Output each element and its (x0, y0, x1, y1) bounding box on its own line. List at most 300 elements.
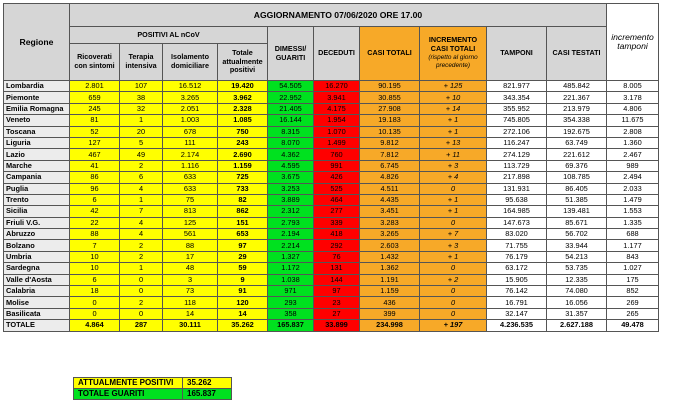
cell-regione: Valle d'Aosta (4, 274, 70, 285)
header-incremento-label: INCREMENTO CASI TOTALI (428, 35, 478, 53)
cell-incremento: + 3 (420, 160, 487, 171)
cell-terapia: 4 (120, 217, 163, 228)
header-incremento-note: (rispetto al giorno precedente) (428, 53, 478, 70)
cell-casi: 27.908 (360, 103, 420, 114)
cell-casi: 10.135 (360, 126, 420, 137)
cell-casi: 436 (360, 297, 420, 308)
table-row (4, 263, 659, 274)
cell-dimessi: 1.038 (268, 274, 314, 285)
cell-totale: 733 (218, 183, 268, 194)
cell-incremento: + 1 (420, 206, 487, 217)
cell-regione: Bolzano (4, 240, 70, 251)
cell-tamponi: 147.673 (487, 217, 547, 228)
cell-testati: 16.056 (547, 297, 607, 308)
cell-tamponi: 131.931 (487, 183, 547, 194)
cell-incremento: + 13 (420, 137, 487, 148)
cell-incremento: 0 (420, 286, 487, 297)
cell-tamponi: 274.129 (487, 149, 547, 160)
cell-regione: Friuli V.G. (4, 217, 70, 228)
cell-totale: 19.420 (218, 81, 268, 92)
cell-testati: 69.376 (547, 160, 607, 171)
cell-inc-tamponi: 265 (607, 308, 659, 319)
cell-dimessi: 4.595 (268, 160, 314, 171)
cell-isolamento: 111 (163, 137, 218, 148)
cell-totale: 97 (218, 240, 268, 251)
table-row (4, 206, 659, 217)
cell-isolamento: 125 (163, 217, 218, 228)
cell-deceduti: 23 (314, 297, 360, 308)
cell-isolamento: 2.051 (163, 103, 218, 114)
cell-testati: 53.735 (547, 263, 607, 274)
cell-inc-tamponi: 175 (607, 274, 659, 285)
cell-totale: 2.328 (218, 103, 268, 114)
header-incremento-tamponi-label: incremento tamponi (611, 32, 654, 51)
cell-ricoverati: 0 (70, 308, 120, 319)
cell-ricoverati: 41 (70, 160, 120, 171)
cell-isolamento: 118 (163, 297, 218, 308)
cell-incremento: + 1 (420, 115, 487, 126)
cell-terapia: 0 (120, 286, 163, 297)
cell-inc-tamponi: 688 (607, 229, 659, 240)
cell-terapia: 49 (120, 149, 163, 160)
cell-terapia: 32 (120, 103, 163, 114)
cell-regione: Puglia (4, 183, 70, 194)
cell-terapia: 1 (120, 194, 163, 205)
cell-dimessi: 8.315 (268, 126, 314, 137)
cell-testati: 139.481 (547, 206, 607, 217)
cell-incremento: + 11 (420, 149, 487, 160)
cell-deceduti: 27 (314, 308, 360, 319)
cell-testati: 213.979 (547, 103, 607, 114)
cell-regione: Piemonte (4, 92, 70, 103)
cell-incremento: 0 (420, 183, 487, 194)
cell-dimessi: 4.362 (268, 149, 314, 160)
cell-regione: Veneto (4, 115, 70, 126)
table-row (4, 149, 659, 160)
cell-dimessi: 8.070 (268, 137, 314, 148)
cell-tamponi: 355.952 (487, 103, 547, 114)
cell-tamponi: 15.905 (487, 274, 547, 285)
table-row (4, 137, 659, 148)
cell-totale: 14 (218, 308, 268, 319)
cell-casi: 3.283 (360, 217, 420, 228)
cell-dimessi: 21.405 (268, 103, 314, 114)
summary-body (74, 378, 232, 400)
cell-incremento: + 3 (420, 240, 487, 251)
cell-ricoverati: 10 (70, 263, 120, 274)
cell-inc-tamponi: 3.178 (607, 92, 659, 103)
cell-tamponi: 116.247 (487, 137, 547, 148)
cell-regione: Toscana (4, 126, 70, 137)
table-row (4, 274, 659, 285)
cell-testati: 56.702 (547, 229, 607, 240)
cell-inc-tamponi: 843 (607, 251, 659, 262)
cell-incremento: 0 (420, 297, 487, 308)
cell-tamponi: 32.147 (487, 308, 547, 319)
cell-deceduti: 418 (314, 229, 360, 240)
cell-inc-tamponi: 989 (607, 160, 659, 171)
cell-incremento: + 1 (420, 251, 487, 262)
header-deceduti: DECEDUTI (314, 27, 360, 81)
cell-deceduti: 277 (314, 206, 360, 217)
cell-isolamento: 17 (163, 251, 218, 262)
cell-casi: 1.432 (360, 251, 420, 262)
cell-isolamento: 16.512 (163, 81, 218, 92)
cell-incremento: + 14 (420, 103, 487, 114)
cell-totale: 862 (218, 206, 268, 217)
cell-testati: 51.385 (547, 194, 607, 205)
cell-tamponi: 76.142 (487, 286, 547, 297)
cell-regione: Campania (4, 172, 70, 183)
cell-regione: Calabria (4, 286, 70, 297)
cell-isolamento: 633 (163, 172, 218, 183)
cell-testati: 63.749 (547, 137, 607, 148)
table-row (4, 297, 659, 308)
cell-incremento: 0 (420, 308, 487, 319)
cell-incremento: + 1 (420, 126, 487, 137)
cell-terapia: 7 (120, 206, 163, 217)
cell-ricoverati: 467 (70, 149, 120, 160)
cell-dimessi: 1.327 (268, 251, 314, 262)
cell-testati: 192.675 (547, 126, 607, 137)
cell-dimessi: 3.889 (268, 194, 314, 205)
cell-testati: 221.367 (547, 92, 607, 103)
cell-deceduti: 16.270 (314, 81, 360, 92)
cell-totale: 750 (218, 126, 268, 137)
cell-isolamento: 1.116 (163, 160, 218, 171)
cell-ricoverati: 127 (70, 137, 120, 148)
cell-testati: 85.671 (547, 217, 607, 228)
header-ricoverati: Ricoverati con sintomi (70, 44, 120, 81)
cell-incremento: + 4 (420, 172, 487, 183)
cell-isolamento: 73 (163, 286, 218, 297)
cell-inc-tamponi: 269 (607, 297, 659, 308)
cell-isolamento: 48 (163, 263, 218, 274)
cell-dimessi: 54.505 (268, 81, 314, 92)
cell-terapia: 2 (120, 240, 163, 251)
cell-casi: 3.265 (360, 229, 420, 240)
cell-totale: 120 (218, 297, 268, 308)
cell-terapia: 2 (120, 251, 163, 262)
cell-ricoverati: 10 (70, 251, 120, 262)
cell-tamponi: 95.638 (487, 194, 547, 205)
header-totale-positivi: Totale attualmente positivi (218, 44, 268, 81)
header-casi-totali: CASI TOTALI (360, 27, 420, 81)
cell-tamponi: 63.172 (487, 263, 547, 274)
cell-casi: 1.362 (360, 263, 420, 274)
cell-testati: 33.944 (547, 240, 607, 251)
summary-value: 165.837 (183, 389, 232, 400)
cell-isolamento: 633 (163, 183, 218, 194)
cell-casi: 2.603 (360, 240, 420, 251)
summary-value: 35.262 (183, 378, 232, 389)
cell-dimessi: 1.172 (268, 263, 314, 274)
cell-regione: Lazio (4, 149, 70, 160)
cell-testati: 31.357 (547, 308, 607, 319)
report-title: AGGIORNAMENTO 07/06/2020 ORE 17.00 (70, 4, 607, 27)
cell-dimessi: 3.675 (268, 172, 314, 183)
cell-inc-tamponi: 852 (607, 286, 659, 297)
table-row (4, 286, 659, 297)
cell-terapia: 0 (120, 308, 163, 319)
cell-totale: 1.159 (218, 160, 268, 171)
cell-dimessi: 165.837 (268, 320, 314, 331)
cell-inc-tamponi: 8.005 (607, 81, 659, 92)
cell-regione: Liguria (4, 137, 70, 148)
cell-ricoverati: 245 (70, 103, 120, 114)
cell-terapia: 38 (120, 92, 163, 103)
cell-inc-tamponi: 1.360 (607, 137, 659, 148)
cell-tamponi: 217.898 (487, 172, 547, 183)
cell-deceduti: 1.070 (314, 126, 360, 137)
cell-totale: 29 (218, 251, 268, 262)
cell-casi: 4.511 (360, 183, 420, 194)
cell-totale: 151 (218, 217, 268, 228)
cell-isolamento: 75 (163, 194, 218, 205)
cell-deceduti: 97 (314, 286, 360, 297)
table-row (4, 172, 659, 183)
cell-isolamento: 88 (163, 240, 218, 251)
cell-tamponi: 4.236.535 (487, 320, 547, 331)
cell-totale: 243 (218, 137, 268, 148)
cell-deceduti: 131 (314, 263, 360, 274)
cell-dimessi: 22.952 (268, 92, 314, 103)
cell-casi: 90.195 (360, 81, 420, 92)
cell-testati: 221.612 (547, 149, 607, 160)
cell-incremento: + 10 (420, 92, 487, 103)
cell-ricoverati: 4.864 (70, 320, 120, 331)
cell-inc-tamponi: 1.479 (607, 194, 659, 205)
cell-totale: 35.262 (218, 320, 268, 331)
cell-dimessi: 16.144 (268, 115, 314, 126)
summary-row (74, 378, 232, 389)
cell-tamponi: 71.755 (487, 240, 547, 251)
cell-deceduti: 339 (314, 217, 360, 228)
cell-terapia: 2 (120, 160, 163, 171)
cell-isolamento: 3 (163, 274, 218, 285)
summary-label: ATTUALMENTE POSITIVI (74, 378, 183, 389)
cell-deceduti: 525 (314, 183, 360, 194)
cell-regione: Sardegna (4, 263, 70, 274)
table-row (4, 160, 659, 171)
covid-regional-table (3, 3, 659, 332)
cell-deceduti: 426 (314, 172, 360, 183)
cell-regione: TOTALE (4, 320, 70, 331)
cell-ricoverati: 86 (70, 172, 120, 183)
cell-isolamento: 1.003 (163, 115, 218, 126)
cell-deceduti: 4.175 (314, 103, 360, 114)
table-row (4, 103, 659, 114)
cell-terapia: 2 (120, 297, 163, 308)
cell-totale: 653 (218, 229, 268, 240)
cell-incremento: 0 (420, 217, 487, 228)
cell-casi: 9.812 (360, 137, 420, 148)
cell-dimessi: 293 (268, 297, 314, 308)
cell-totale: 725 (218, 172, 268, 183)
cell-ricoverati: 88 (70, 229, 120, 240)
table-row (4, 240, 659, 251)
cell-inc-tamponi: 1.335 (607, 217, 659, 228)
cell-testati: 86.405 (547, 183, 607, 194)
cell-regione: Umbria (4, 251, 70, 262)
cell-deceduti: 1.954 (314, 115, 360, 126)
cell-deceduti: 3.941 (314, 92, 360, 103)
cell-terapia: 4 (120, 183, 163, 194)
header-dimessi: DIMESSI/ GUARITI (268, 27, 314, 81)
cell-casi: 6.745 (360, 160, 420, 171)
cell-regione: Sicilia (4, 206, 70, 217)
cell-terapia: 5 (120, 137, 163, 148)
summary-box (73, 377, 232, 400)
cell-regione: Lombardia (4, 81, 70, 92)
cell-dimessi: 2.194 (268, 229, 314, 240)
cell-casi: 19.183 (360, 115, 420, 126)
cell-regione: Trento (4, 194, 70, 205)
cell-deceduti: 1.499 (314, 137, 360, 148)
cell-dimessi: 2.214 (268, 240, 314, 251)
cell-testati: 54.213 (547, 251, 607, 262)
cell-totale: 82 (218, 194, 268, 205)
cell-inc-tamponi: 2.808 (607, 126, 659, 137)
cell-ricoverati: 7 (70, 240, 120, 251)
cell-totale: 9 (218, 274, 268, 285)
header-incremento (420, 27, 487, 81)
cell-tamponi: 272.106 (487, 126, 547, 137)
cell-dimessi: 3.253 (268, 183, 314, 194)
cell-inc-tamponi: 49.478 (607, 320, 659, 331)
cell-isolamento: 561 (163, 229, 218, 240)
cell-totale: 91 (218, 286, 268, 297)
header-regione: Regione (4, 4, 70, 81)
table-body (4, 81, 659, 332)
cell-casi: 234.998 (360, 320, 420, 331)
cell-terapia: 6 (120, 172, 163, 183)
cell-ricoverati: 6 (70, 274, 120, 285)
cell-testati: 74.080 (547, 286, 607, 297)
cell-casi: 4.826 (360, 172, 420, 183)
header-casi-testati: CASI TESTATI (547, 27, 607, 81)
cell-tamponi: 745.805 (487, 115, 547, 126)
table-row (4, 194, 659, 205)
cell-tamponi: 113.729 (487, 160, 547, 171)
cell-totale: 2.690 (218, 149, 268, 160)
summary-label: TOTALE GUARITI (74, 389, 183, 400)
cell-terapia: 0 (120, 274, 163, 285)
cell-terapia: 287 (120, 320, 163, 331)
cell-testati: 485.842 (547, 81, 607, 92)
cell-isolamento: 678 (163, 126, 218, 137)
table-row (4, 183, 659, 194)
cell-ricoverati: 2.801 (70, 81, 120, 92)
cell-testati: 2.627.188 (547, 320, 607, 331)
cell-isolamento: 2.174 (163, 149, 218, 160)
cell-testati: 12.335 (547, 274, 607, 285)
table-row (4, 308, 659, 319)
cell-dimessi: 971 (268, 286, 314, 297)
cell-ricoverati: 659 (70, 92, 120, 103)
header-terapia: Terapia intensiva (120, 44, 163, 81)
header-positivi-group: POSITIVI AL nCoV (70, 27, 268, 44)
cell-terapia: 20 (120, 126, 163, 137)
cell-casi: 1.191 (360, 274, 420, 285)
cell-regione: Marche (4, 160, 70, 171)
cell-inc-tamponi: 1.027 (607, 263, 659, 274)
cell-deceduti: 464 (314, 194, 360, 205)
cell-casi: 3.451 (360, 206, 420, 217)
cell-regione: Molise (4, 297, 70, 308)
cell-isolamento: 14 (163, 308, 218, 319)
table-row (4, 92, 659, 103)
cell-terapia: 107 (120, 81, 163, 92)
cell-ricoverati: 52 (70, 126, 120, 137)
cell-dimessi: 2.312 (268, 206, 314, 217)
cell-inc-tamponi: 4.806 (607, 103, 659, 114)
table-row (4, 81, 659, 92)
cell-inc-tamponi: 11.675 (607, 115, 659, 126)
cell-ricoverati: 18 (70, 286, 120, 297)
cell-dimessi: 358 (268, 308, 314, 319)
cell-totale: 1.085 (218, 115, 268, 126)
cell-isolamento: 813 (163, 206, 218, 217)
cell-testati: 354.338 (547, 115, 607, 126)
cell-incremento: 0 (420, 263, 487, 274)
table-row (4, 115, 659, 126)
cell-terapia: 4 (120, 229, 163, 240)
cell-isolamento: 3.265 (163, 92, 218, 103)
cell-incremento: + 7 (420, 229, 487, 240)
cell-tamponi: 83.020 (487, 229, 547, 240)
cell-deceduti: 991 (314, 160, 360, 171)
table-row (4, 126, 659, 137)
cell-casi: 30.855 (360, 92, 420, 103)
cell-deceduti: 292 (314, 240, 360, 251)
cell-inc-tamponi: 2.033 (607, 183, 659, 194)
cell-terapia: 1 (120, 263, 163, 274)
cell-casi: 4.435 (360, 194, 420, 205)
summary-row (74, 389, 232, 400)
cell-totale: 59 (218, 263, 268, 274)
cell-inc-tamponi: 1.177 (607, 240, 659, 251)
cell-testati: 108.785 (547, 172, 607, 183)
header-incremento-tamponi (607, 4, 659, 81)
cell-casi: 7.812 (360, 149, 420, 160)
cell-incremento: + 197 (420, 320, 487, 331)
cell-ricoverati: 42 (70, 206, 120, 217)
cell-deceduti: 76 (314, 251, 360, 262)
cell-ricoverati: 0 (70, 297, 120, 308)
cell-ricoverati: 6 (70, 194, 120, 205)
header-tamponi: TAMPONI (487, 27, 547, 81)
cell-deceduti: 144 (314, 274, 360, 285)
cell-inc-tamponi: 1.553 (607, 206, 659, 217)
cell-deceduti: 760 (314, 149, 360, 160)
total-row (4, 320, 659, 331)
cell-tamponi: 16.791 (487, 297, 547, 308)
cell-ricoverati: 22 (70, 217, 120, 228)
cell-inc-tamponi: 2.494 (607, 172, 659, 183)
cell-regione: Emilia Romagna (4, 103, 70, 114)
cell-ricoverati: 96 (70, 183, 120, 194)
cell-tamponi: 76.179 (487, 251, 547, 262)
header-isolamento: Isolamento domiciliare (163, 44, 218, 81)
table-row (4, 229, 659, 240)
cell-incremento: + 1 (420, 194, 487, 205)
cell-regione: Basilicata (4, 308, 70, 319)
cell-totale: 3.962 (218, 92, 268, 103)
cell-tamponi: 343.354 (487, 92, 547, 103)
cell-casi: 399 (360, 308, 420, 319)
cell-incremento: + 2 (420, 274, 487, 285)
